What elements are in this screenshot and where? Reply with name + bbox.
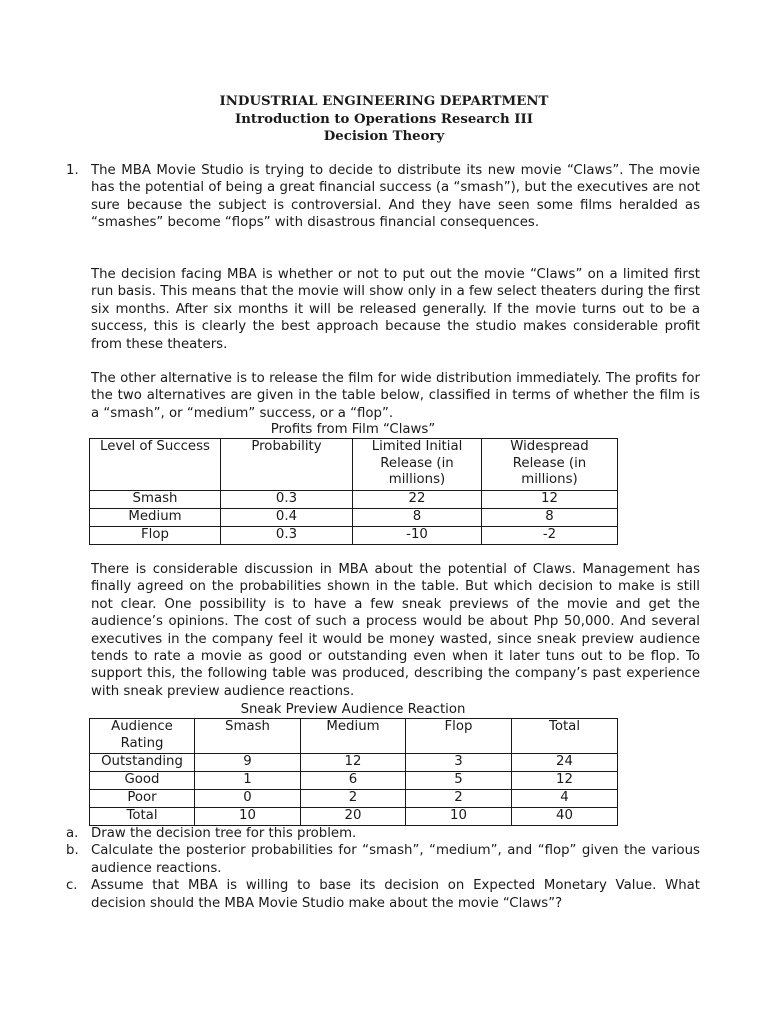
- table-cell: 2: [406, 790, 512, 808]
- table-cell: 24: [512, 754, 618, 772]
- column-header: Widespread Release (in millions): [482, 439, 618, 491]
- document-header: [0, 93, 768, 146]
- column-header: Total: [512, 719, 618, 754]
- question-number: 1.: [66, 163, 79, 178]
- task-text: Calculate the posterior probabilities for “smash”, “medium”, and “flop” given the various audience reactions.: [91, 843, 700, 876]
- table-cell: -2: [482, 527, 618, 545]
- table-cell: Poor: [90, 790, 195, 808]
- table-cell: 0: [195, 790, 301, 808]
- table-cell: 5: [406, 772, 512, 790]
- table-cell: Medium: [90, 509, 221, 527]
- table-cell: 6: [301, 772, 406, 790]
- topic-title: Decision Theory: [323, 129, 445, 144]
- task-text: Assume that MBA is willing to base its decision on Expected Monetary Value. What decision should the MBA Movie Studio make about the movie “Claws”?: [91, 878, 700, 911]
- table-cell: 12: [512, 772, 618, 790]
- column-header: Limited Initial Release (in millions): [353, 439, 482, 491]
- table-cell: 22: [353, 491, 482, 509]
- table-row: [90, 509, 618, 527]
- table-cell: 20: [301, 808, 406, 826]
- column-header: Smash: [195, 719, 301, 754]
- list-item: [66, 825, 700, 842]
- column-header: Flop: [406, 719, 512, 754]
- table-cell: 0.3: [221, 527, 353, 545]
- alternative-paragraph: The other alternative is to release the film for wide distribution immediately. The profits for the two alternatives are given in the table below, classified in terms of whether the film is a “smash”, or “medium” success, or a “flop”.: [91, 371, 700, 421]
- list-item: [66, 842, 700, 877]
- table-cell: 8: [482, 509, 618, 527]
- table-cell: 0.4: [221, 509, 353, 527]
- decision-paragraph: The decision facing MBA is whether or not to put out the movie “Claws” on a limited first run basis. This means that the movie will show only in a few select theaters during the first six months. After six months it will be released generally. If the movie turns out to be a success, this is clearly the best approach because the studio makes considerable profit from these theaters.: [91, 267, 700, 352]
- column-header: Audience Rating: [90, 719, 195, 754]
- table-cell: 40: [512, 808, 618, 826]
- sneak-preview-table: [89, 718, 618, 826]
- table-cell: 8: [353, 509, 482, 527]
- table-row: [90, 491, 618, 509]
- table-header-row: [90, 719, 618, 754]
- table-cell: Good: [90, 772, 195, 790]
- table-cell: 9: [195, 754, 301, 772]
- table-cell: 12: [301, 754, 406, 772]
- table-cell: 1: [195, 772, 301, 790]
- table-cell: Smash: [90, 491, 221, 509]
- table-header-row: [90, 439, 618, 491]
- table-cell: 4: [512, 790, 618, 808]
- table-cell: 12: [482, 491, 618, 509]
- intro-paragraph: The MBA Movie Studio is trying to decide to distribute its new movie “Claws”. The movie has the potential of being a great financial success (a “smash”), but the executives are not sure because the subject is controversial. And they have seen some films heralded as “smashes” become “flops” with disastrous financial consequences.: [91, 163, 700, 231]
- column-header: Level of Success: [90, 439, 221, 491]
- column-header: Medium: [301, 719, 406, 754]
- table-cell: 3: [406, 754, 512, 772]
- table-cell: 10: [406, 808, 512, 826]
- profits-table-caption: Profits from Film “Claws”: [270, 422, 436, 437]
- task-text: Draw the decision tree for this problem.: [91, 826, 357, 841]
- table-cell: 10: [195, 808, 301, 826]
- table-row: [90, 527, 618, 545]
- table-row: [90, 754, 618, 772]
- profits-table: [89, 438, 618, 545]
- task-label: b.: [66, 843, 79, 859]
- table-row: [90, 790, 618, 808]
- table-cell: -10: [353, 527, 482, 545]
- department-title: INDUSTRIAL ENGINEERING DEPARTMENT: [219, 94, 549, 109]
- course-title: Introduction to Operations Research III: [235, 111, 533, 127]
- table-cell: Flop: [90, 527, 221, 545]
- column-header: Probability: [221, 439, 353, 491]
- table-cell: Outstanding: [90, 754, 195, 772]
- task-label: c.: [66, 878, 78, 894]
- table-row: [90, 808, 618, 826]
- table-cell: 2: [301, 790, 406, 808]
- sneak-table-caption: Sneak Preview Audience Reaction: [240, 702, 466, 717]
- list-item: [66, 877, 700, 912]
- table-cell: Total: [90, 808, 195, 826]
- task-list: [66, 825, 700, 912]
- discussion-paragraph: There is considerable discussion in MBA about the potential of Claws. Management has finally agreed on the probabilities shown in the table. But which decision to make is still not clear. One possibility is to have a few sneak previews of the movie and get the audience’s opinions. The cost of such a process would be about Php 50,000. And several executives in the company feel it would be money wasted, since sneak preview audience tends to rate a movie as good or outstanding even when it later tuns out to be flop. To support this, the following table was produced, describing the company’s past experience with sneak preview audience reactions.: [91, 562, 700, 699]
- table-cell: 0.3: [221, 491, 353, 509]
- task-label: a.: [66, 826, 79, 841]
- table-row: [90, 772, 618, 790]
